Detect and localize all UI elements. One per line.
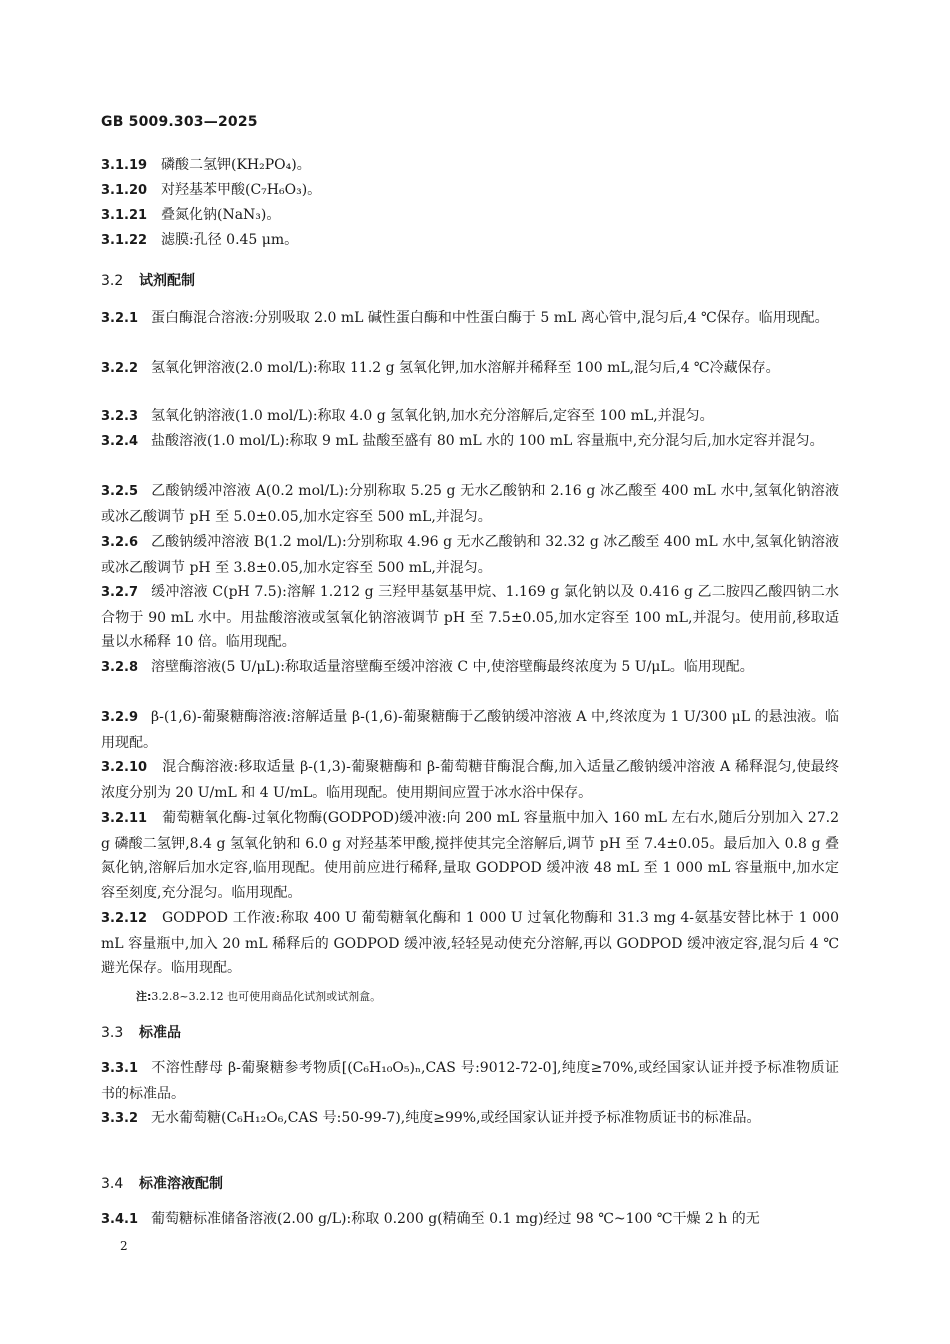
clause-text: 蛋白酶混合溶液:分别吸取 2.0 mL 碱性蛋白酶和中性蛋白酶于 5 mL 离心管中,混匀后,4 ℃保存。临用现配。 [151,310,829,326]
note-label: 注: [136,990,152,1003]
paragraph [101,404,839,430]
clause-number: 3.2.3 [101,409,139,424]
paragraph [101,806,839,905]
clause-number: 3.1.22 [101,233,148,248]
paragraph [101,755,839,805]
page-number: 2 [120,1239,128,1253]
note-text: 3.2.8~3.2.12 也可使用商品化试剂或试剂盒。 [151,990,382,1003]
section-title: 标准品 [139,1025,181,1041]
section-number: 3.4 [101,1176,124,1192]
clause-number: 3.2.12 [101,911,148,926]
paragraph [101,580,839,655]
paragraph [101,1056,839,1106]
clause-text: 磷酸二氢钾(KH₂PO₄)。 [161,157,311,173]
paragraph [101,306,839,332]
clause-text: 无水葡萄糖(C₆H₁₂O₆,CAS 号:50-99-7),纯度≥99%,或经国家认证并授予标准物质证书的标准品。 [151,1110,761,1126]
clause-text: 盐酸溶液(1.0 mol/L):称取 9 mL 盐酸至盛有 80 mL 水的 100 mL 容量瓶中,充分混匀后,加水定容并混匀。 [151,433,824,449]
clause-number: 3.4.1 [101,1212,139,1227]
list-item [101,228,298,254]
list-item [101,178,321,204]
paragraph [101,1106,839,1132]
clause-number: 3.2.2 [101,361,139,376]
clause-number: 3.2.7 [101,585,139,600]
clause-text: 葡萄糖标准储备溶液(2.00 g/L):称取 0.200 g(精确至 0.1 mg)经过 98 ℃~100 ℃干燥 2 h 的无 [151,1211,760,1227]
clause-number: 3.1.19 [101,158,148,173]
section-heading [101,1173,223,1193]
clause-text: β-(1,6)-葡聚糖酶溶液:溶解适量 β-(1,6)-葡聚糖酶于乙酸钠缓冲溶液 A 中,终浓度为 1 U/300 μL 的悬浊液。临用现配。 [101,709,839,751]
paragraph [101,530,839,580]
clause-text: 氢氧化钠溶液(1.0 mol/L):称取 4.0 g 氢氧化钠,加水充分溶解后,定容至 100 mL,并混匀。 [151,408,714,424]
clause-number: 3.2.8 [101,660,139,675]
clause-number: 3.2.4 [101,434,139,449]
clause-text: 溶壁酶溶液(5 U/μL):称取适量溶壁酶至缓冲溶液 C 中,使溶壁酶最终浓度为 5 U/μL。临用现配。 [151,659,754,675]
list-item [101,153,311,179]
standard-code: GB 5009.303—2025 [101,114,258,130]
note [136,988,381,1004]
clause-text: 葡萄糖氧化酶-过氧化物酶(GODPOD)缓冲液:向 200 mL 容量瓶中加入 160 mL 左右水,随后分别加入 27.2 g 磷酸二氢钾,8.4 g 氢氧化钠和 6.0 g 对羟基苯甲酸,搅拌使其完全溶解后,调节 pH 至 7.4±0.05。最后加入 0.8 g 叠氮化钠,溶解后加水定容,临用现配。使用前应进行稀释,量取 GODPOD 缓冲液 48 mL 至 1 000 mL 容量瓶中,加水定容至刻度,充分混匀。临用现配。 [101,810,839,901]
clause-text: 滤膜:孔径 0.45 μm。 [161,232,299,248]
clause-number: 3.3.2 [101,1111,139,1126]
clause-number: 3.2.10 [101,760,148,775]
clause-number: 3.1.21 [101,208,148,223]
section-number: 3.3 [101,1025,124,1041]
clause-text: GODPOD 工作液:称取 400 U 葡萄糖氧化酶和 1 000 U 过氧化物酶和 31.3 mg 4-氨基安替比林于 1 000 mL 容量瓶中,加入 20 mL 稀释后的 GODPOD 缓冲液,轻轻晃动使充分溶解,再以 GODPOD 缓冲液定容,混匀后 4 ℃避光保存。临用现配。 [101,910,839,977]
paragraph [101,356,839,382]
paragraph [101,705,839,755]
clause-number: 3.2.6 [101,535,139,550]
section-title: 试剂配制 [139,273,195,289]
clause-text: 氢氧化钾溶液(2.0 mol/L):称取 11.2 g 氢氧化钾,加水溶解并稀释至 100 mL,混匀后,4 ℃冷藏保存。 [151,360,780,376]
clause-text: 对羟基苯甲酸(C₇H₆O₃)。 [161,182,322,198]
section-title: 标准溶液配制 [139,1176,223,1192]
clause-number: 3.3.1 [101,1061,139,1076]
clause-number: 3.2.11 [101,811,148,826]
clause-number: 3.2.1 [101,311,139,326]
paragraph [101,479,839,529]
list-item [101,203,280,229]
section-heading [101,1022,181,1042]
paragraph [101,906,839,981]
paragraph [101,1207,839,1233]
section-heading [101,270,195,290]
clause-text: 乙酸钠缓冲溶液 A(0.2 mol/L):分别称取 5.25 g 无水乙酸钠和 2.16 g 冰乙酸至 400 mL 水中,氢氧化钠溶液或冰乙酸调节 pH 至 5.0±0.05,加水定容至 500 mL,并混匀。 [101,483,839,525]
clause-text: 混合酶溶液:移取适量 β-(1,3)-葡聚糖酶和 β-葡萄糖苷酶混合酶,加入适量乙酸钠缓冲溶液 A 稀释混匀,使最终浓度分别为 20 U/mL 和 4 U/mL。临用现配。使用期间应置于冰水浴中保存。 [101,759,839,801]
clause-text: 不溶性酵母 β-葡聚糖参考物质[(C₆H₁₀O₅)ₙ,CAS 号:9012-72-0],纯度≥70%,或经国家认证并授予标准物质证书的标准品。 [101,1060,839,1102]
paragraph [101,429,839,455]
clause-number: 3.2.5 [101,484,139,499]
clause-text: 缓冲溶液 C(pH 7.5):溶解 1.212 g 三羟甲基氨基甲烷、1.169 g 氯化钠以及 0.416 g 乙二胺四乙酸四钠二水合物于 90 mL 水中。用盐酸溶液或氢氧化钠溶液调节 pH 至 7.5±0.05,加水定容至 100 mL,并混匀。使用前,移取适量以水稀释 10 倍。临用现配。 [101,584,839,651]
clause-number: 3.2.9 [101,710,139,725]
clause-text: 乙酸钠缓冲溶液 B(1.2 mol/L):分别称取 4.96 g 无水乙酸钠和 32.32 g 冰乙酸至 400 mL 水中,氢氧化钠溶液或冰乙酸调节 pH 至 3.8±0.05,加水定容至 500 mL,并混匀。 [101,534,839,576]
paragraph [101,655,839,681]
section-number: 3.2 [101,273,124,289]
clause-text: 叠氮化钠(NaN₃)。 [161,207,281,223]
clause-number: 3.1.20 [101,183,148,198]
